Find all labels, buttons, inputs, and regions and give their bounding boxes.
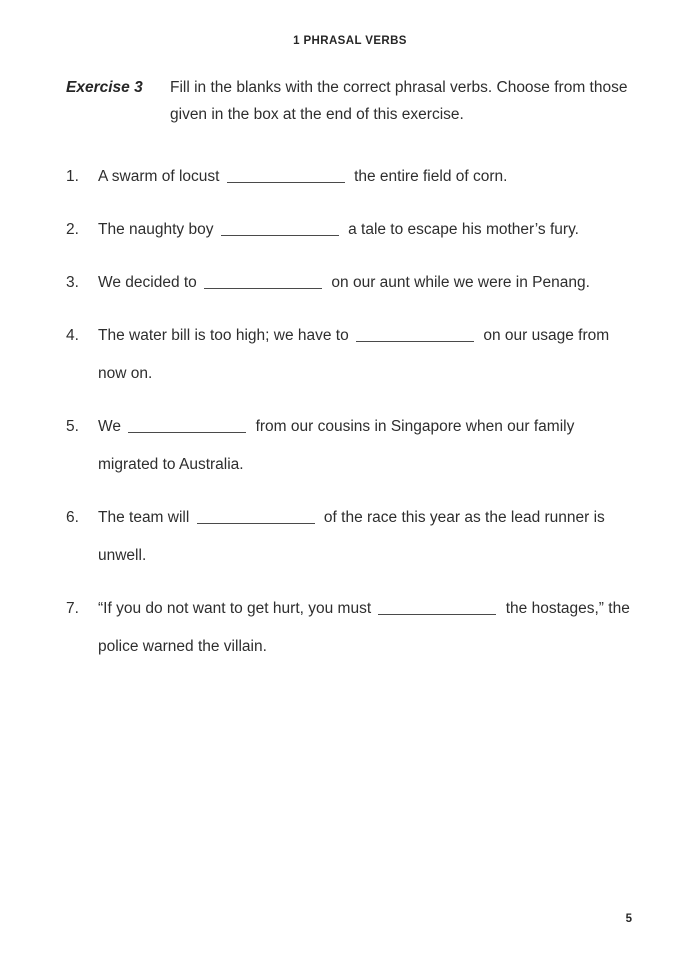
exercise-item	[66, 408, 700, 484]
item-text	[98, 499, 635, 575]
item-text	[98, 408, 635, 484]
exercise-item	[66, 499, 700, 575]
fill-in-blank	[378, 602, 496, 615]
exercise-item	[66, 317, 700, 393]
item-number: 2.	[66, 221, 79, 238]
fill-in-blank	[356, 329, 474, 342]
item-text	[98, 211, 635, 249]
item-number: 7.	[66, 600, 79, 617]
fill-in-blank	[227, 170, 345, 183]
item-number: 6.	[66, 509, 79, 526]
item-text-after: the entire field of corn.	[349, 168, 508, 185]
item-text-before: We	[98, 418, 126, 435]
item-text-before: The team will	[98, 509, 194, 526]
page-number: 5	[625, 913, 632, 925]
item-text-before: “If you do not want to get hurt, you must	[98, 600, 376, 617]
item-text-after: on our usage from now on.	[98, 327, 610, 382]
item-text-after: on our aunt while we were in Penang.	[327, 274, 590, 291]
exercise-instructions: Fill in the blanks with the correct phrasal verbs. Choose from those given in the box at the end of this exercise.	[170, 79, 628, 123]
running-header: 1 PHRASAL VERBS	[293, 35, 407, 47]
exercise-item	[66, 158, 700, 196]
exercise-item	[66, 264, 700, 302]
fill-in-blank	[221, 223, 339, 236]
exercise-label: Exercise 3	[66, 79, 143, 96]
item-text-after: a tale to escape his mother’s fury.	[343, 221, 579, 238]
exercise-items	[66, 158, 700, 666]
item-text-before: We decided to	[98, 274, 202, 291]
item-text	[98, 317, 635, 393]
item-text	[98, 158, 635, 196]
item-text	[98, 590, 635, 666]
item-text-before: The water bill is too high; we have to	[98, 327, 354, 344]
exercise-item	[66, 590, 700, 666]
item-number: 4.	[66, 327, 79, 344]
item-text	[98, 264, 635, 302]
item-text-before: The naughty boy	[98, 221, 218, 238]
item-text-after: from our cousins in Singapore when our family migrated to Australia.	[98, 418, 575, 473]
item-text-after: of the race this year as the lead runner is unwell.	[98, 509, 605, 564]
fill-in-blank	[197, 511, 315, 524]
exercise-item	[66, 211, 700, 249]
exercise-heading	[66, 74, 636, 128]
item-text-before: A swarm of locust	[98, 168, 224, 185]
item-number: 5.	[66, 418, 79, 435]
item-number: 3.	[66, 274, 79, 291]
fill-in-blank	[128, 420, 246, 433]
item-text-after: the hostages,” the police warned the villain.	[98, 600, 630, 655]
item-number: 1.	[66, 168, 79, 185]
fill-in-blank	[204, 276, 322, 289]
